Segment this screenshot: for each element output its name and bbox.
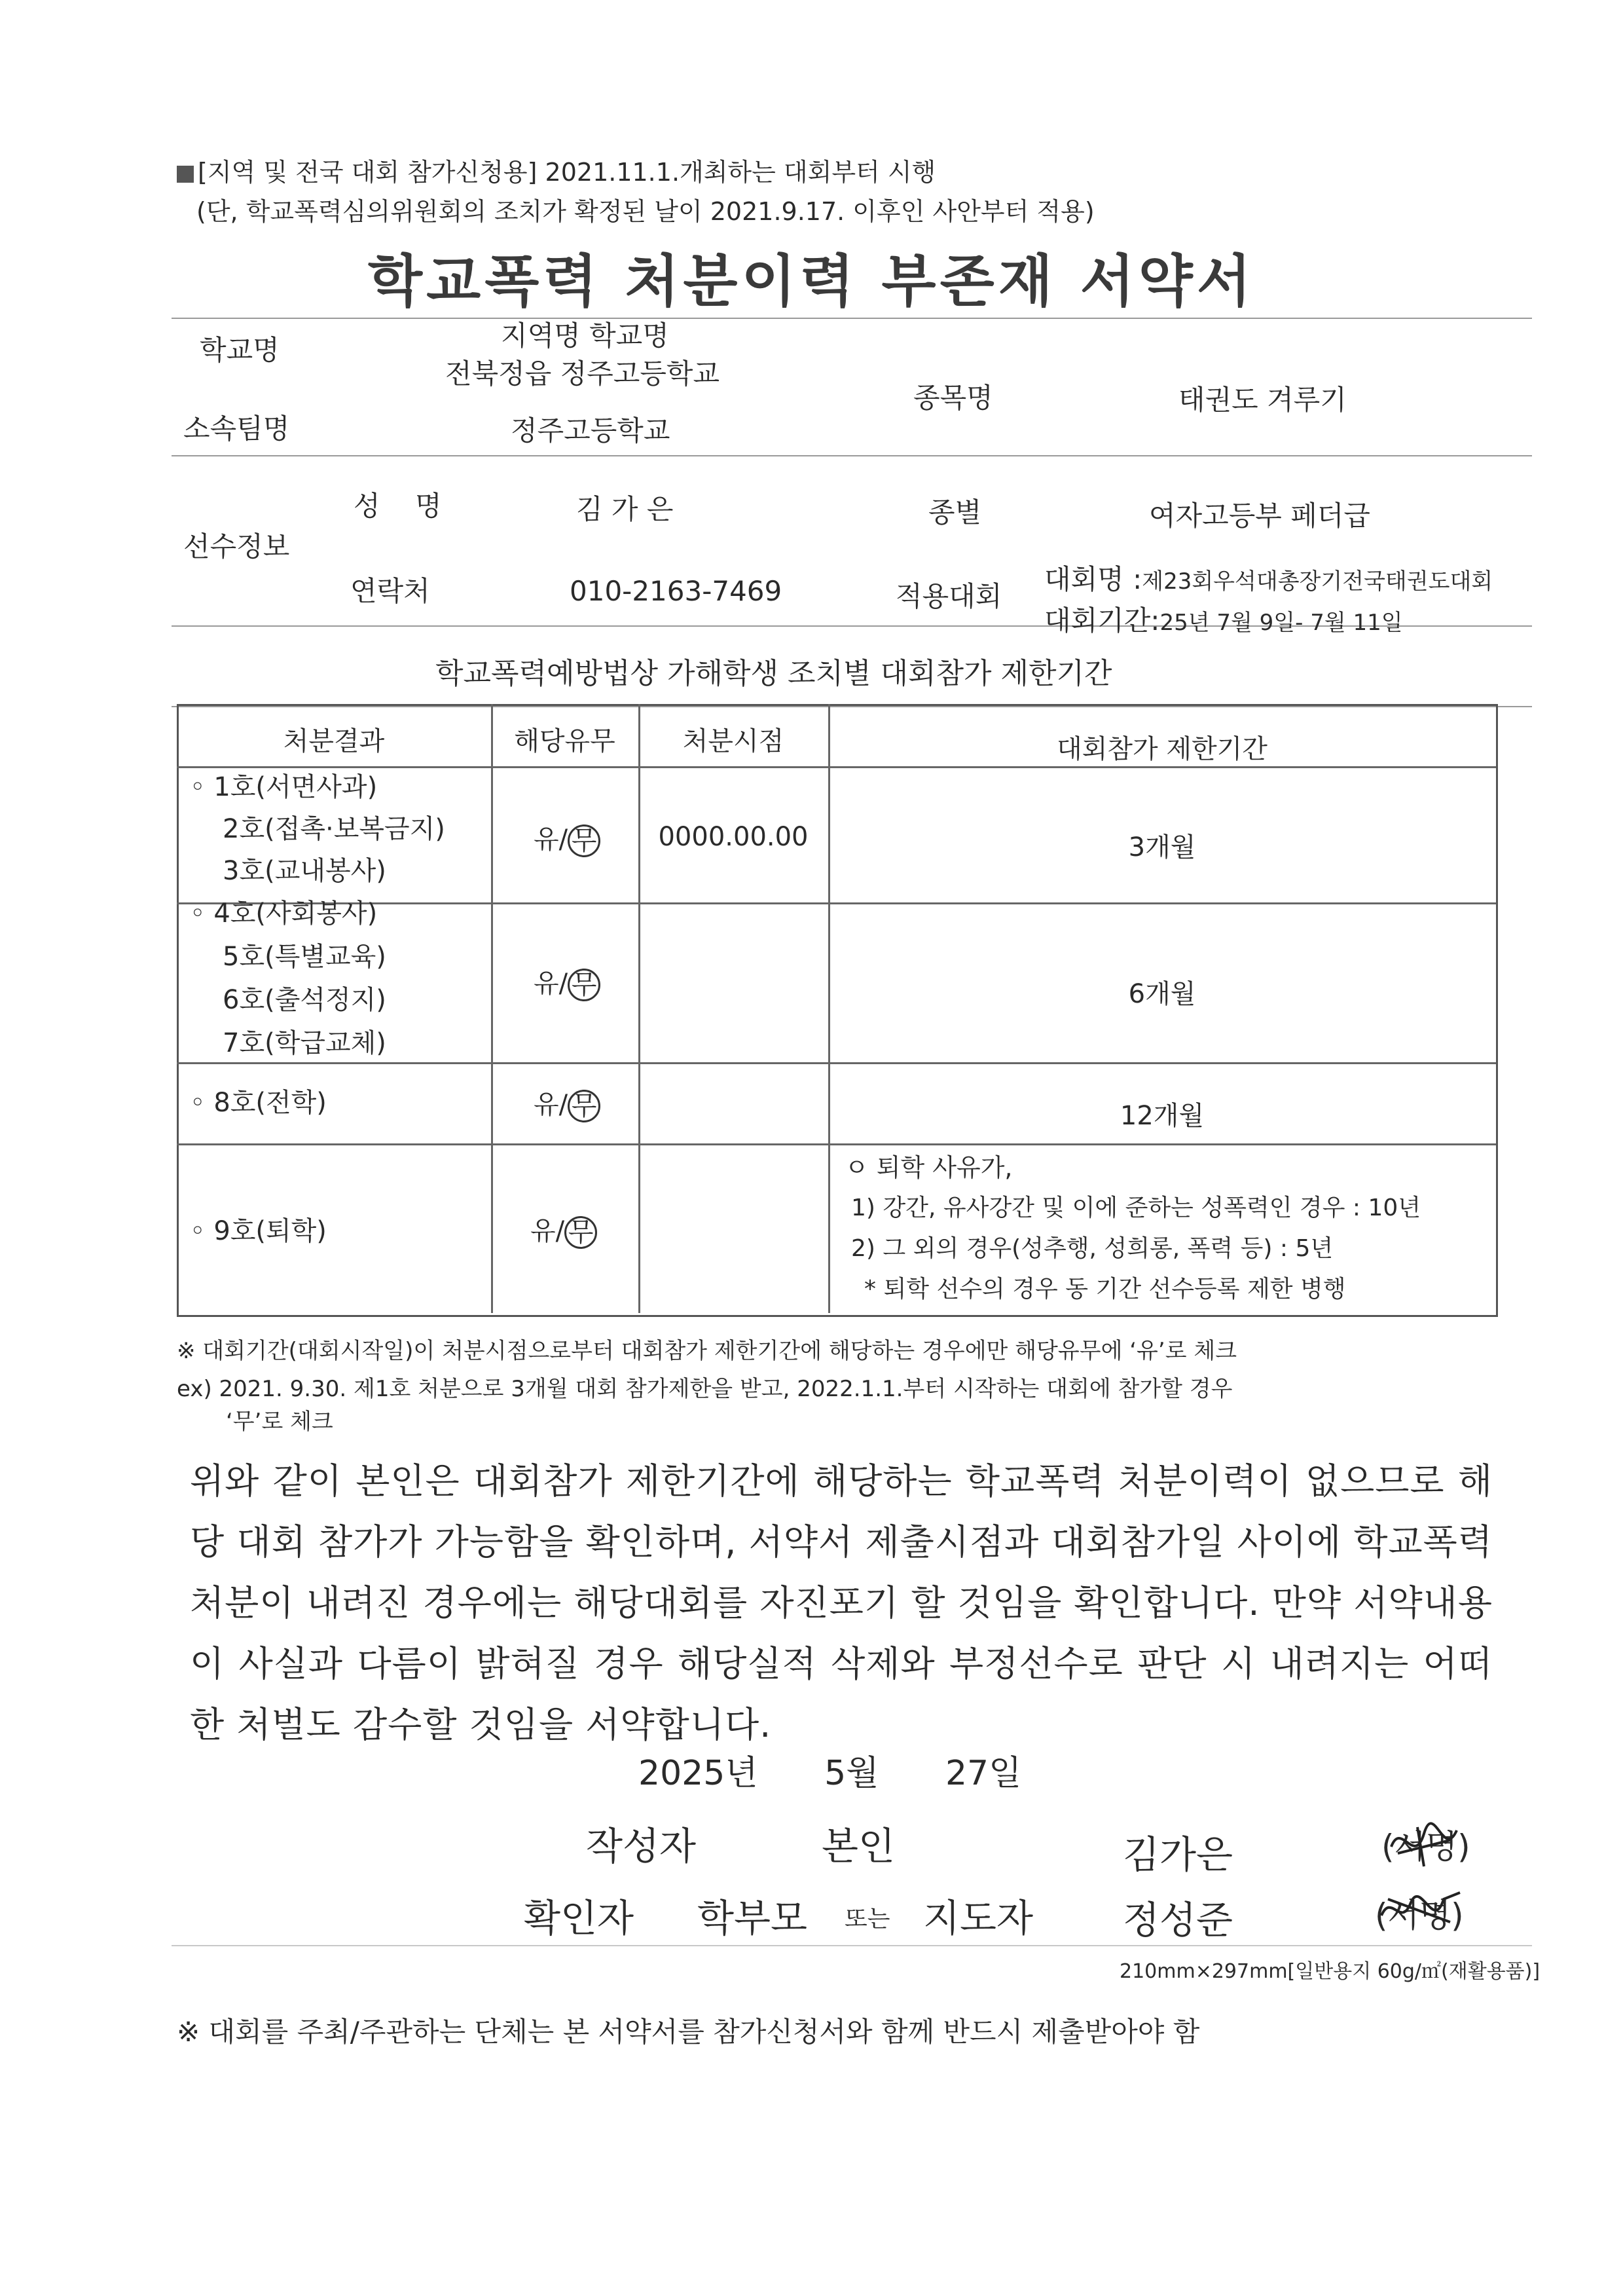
header-date: 처분시점 — [682, 726, 784, 756]
note-1: ※ 대회기간(대회시작일)이 처분시점으로부터 대회참가 제한기간에 해당하는 경우에만 해당유무에 ‘유’로 체크 — [177, 1338, 1237, 1364]
result-item: 3호(교내봉사) — [223, 856, 386, 886]
table-row-4-period — [845, 1147, 1421, 1310]
table-row-2-results — [190, 892, 386, 1065]
contact-value: 010-2163-7469 — [570, 575, 782, 607]
circled-no-mark: 무 — [568, 1090, 600, 1122]
footer-note: ※ 대회를 주최/주관하는 단체는 본 서약서를 참가신청서와 함께 반드시 제출받아야 함 — [177, 2016, 1200, 2048]
event-label: 종목명 — [913, 382, 993, 414]
writer-label: 작성자 — [586, 1824, 697, 1868]
date-month: 5월 — [824, 1754, 879, 1793]
divider — [172, 455, 1532, 456]
header-applicable: 해당유무 — [514, 726, 615, 756]
name-label: 성 명 — [354, 490, 442, 522]
table-row-1-check[interactable]: 유/ 무 — [534, 819, 600, 857]
table-rule — [638, 704, 640, 1313]
table-row-1-date: 0000.00.00 — [658, 822, 809, 852]
writer-name: 김가은 — [1123, 1832, 1233, 1877]
signature-scribble-icon — [1378, 1814, 1470, 1873]
confirm-seal[interactable]: (서명) — [1375, 1889, 1464, 1936]
event-value: 태권도 겨루기 — [1178, 384, 1347, 416]
result-item: 6호(출석정지) — [223, 985, 386, 1015]
contact-label: 연락처 — [350, 575, 430, 607]
name-value: 김 가 은 — [576, 493, 674, 525]
category-label: 종별 — [928, 496, 982, 528]
pledge-statement: 위와 같이 본인은 대회참가 제한기간에 해당하는 학교폭력 처분이력이 없으므로 해당 대회 참가가 가능함을 확인하며, 서약서 제출시점과 대회참가일 사이에 학교폭력 처분이 내려진 경우에는 해당대회를 자진포기 할 것임을 확인합니다. 만약 서약내용이 사실과 다름이 밝혀질 경우 해당실적 삭제와 부정선수로 판단 시 내려지는 어떠한 처벌도 감수할 것임을 서약합니다. — [190, 1460, 1493, 1745]
table-row-1-period: 3개월 — [1128, 832, 1196, 862]
competition-name-value: 제23회우석대총장기전국태권도대회 — [1142, 568, 1493, 595]
confirm-name: 정성준 — [1123, 1898, 1233, 1942]
competition-period — [1044, 599, 1403, 639]
circled-no-mark: 무 — [564, 1216, 597, 1249]
signature-scribble-icon — [1372, 1879, 1470, 1938]
result-item: 7호(학급교체) — [223, 1028, 386, 1058]
note-3: ‘무’로 체크 — [226, 1409, 333, 1435]
result-item: ◦ 4호(사회봉사) — [190, 898, 378, 929]
confirm-role-parent: 학부모 — [697, 1896, 808, 1940]
table-row-4-results: ◦ 9호(퇴학) — [190, 1216, 327, 1246]
school-sublabel: 지역명 학교명 — [501, 320, 669, 352]
period-line: 1) 강간, 유사강간 및 이에 준하는 성폭력인 경우 : 10년 — [851, 1194, 1421, 1221]
divider — [172, 1945, 1532, 1946]
competition-period-label: 대회기간: — [1044, 604, 1160, 637]
header-result: 처분결과 — [283, 726, 385, 756]
sign-date — [638, 1745, 1021, 1794]
school-label: 학교명 — [200, 334, 280, 366]
competition-period-value: 25년 7월 9일- 7월 11일 — [1159, 610, 1403, 636]
result-item: 5호(특별교육) — [223, 942, 386, 972]
circled-no-mark: 무 — [568, 824, 600, 857]
period-line: ㅇ 퇴학 사유가, — [845, 1153, 1013, 1182]
competition-name — [1044, 558, 1493, 597]
table-row-2-period: 6개월 — [1128, 979, 1196, 1009]
date-year: 2025년 — [638, 1754, 758, 1793]
team-label: 소속팀명 — [183, 413, 290, 445]
table-rule — [491, 704, 493, 1313]
note-2: ex) 2021. 9.30. 제1호 처분으로 3개월 대회 참가제한을 받고, 2022.1.1.부터 시작하는 대회에 참가할 경우 — [177, 1376, 1233, 1402]
paper-spec: 210mm×297mm[일반용지 60g/㎡(재활용품)] — [1120, 1960, 1541, 1983]
header-line2: (단, 학교폭력심의위원회의 조치가 확정된 날이 2021.9.17. 이후인 사안부터 적용) — [196, 197, 1095, 226]
player-section-label: 선수정보 — [183, 530, 290, 563]
result-item: ◦ 1호(서면사과) — [190, 772, 378, 802]
category-value: 여자고등부 페더급 — [1149, 500, 1370, 532]
result-item: 2호(접촉·보복금지) — [223, 814, 445, 844]
writer-role: 본인 — [822, 1824, 896, 1868]
table-row-3-period: 12개월 — [1120, 1101, 1205, 1131]
table-row-3-check[interactable]: 유/ 무 — [534, 1084, 600, 1122]
circled-no-mark: 무 — [568, 969, 600, 1001]
table-rule — [177, 1143, 1496, 1145]
competition-name-label: 대회명 : — [1044, 563, 1142, 595]
writer-seal[interactable]: (서명) — [1381, 1821, 1470, 1868]
confirm-label: 확인자 — [524, 1896, 634, 1940]
table-row-4-check[interactable]: 유/ 무 — [530, 1210, 597, 1249]
page-title: 학교폭력 처분이력 부존재 서약서 — [368, 249, 1255, 314]
confirm-or: 또는 — [845, 1906, 890, 1933]
table-caption: 학교폭력예방법상 가해학생 조치별 대회참가 제한기간 — [435, 657, 1112, 690]
date-day: 27일 — [945, 1754, 1022, 1793]
divider — [172, 318, 1532, 319]
period-line: 2) 그 외의 경우(성추행, 성희롱, 폭력 등) : 5년 — [851, 1235, 1334, 1262]
confirm-role-coach: 지도자 — [923, 1896, 1034, 1940]
school-value: 전북정읍 정주고등학교 — [445, 358, 720, 390]
period-line: * 퇴학 선수의 경우 동 기간 선수등록 제한 병행 — [864, 1276, 1346, 1303]
header-period: 대회참가 제한기간 — [1057, 734, 1267, 764]
square-bullet-icon — [177, 166, 194, 183]
table-row-1-results — [190, 766, 445, 892]
table-row-2-check[interactable]: 유/ 무 — [534, 963, 600, 1001]
table-row-3-results: ◦ 8호(전학) — [190, 1088, 327, 1118]
team-value: 정주고등학교 — [511, 415, 670, 447]
header-line1: [지역 및 전국 대회 참가신청용] 2021.11.1.개최하는 대회부터 시행 — [177, 152, 936, 188]
competition-label: 적용대회 — [896, 580, 1002, 612]
